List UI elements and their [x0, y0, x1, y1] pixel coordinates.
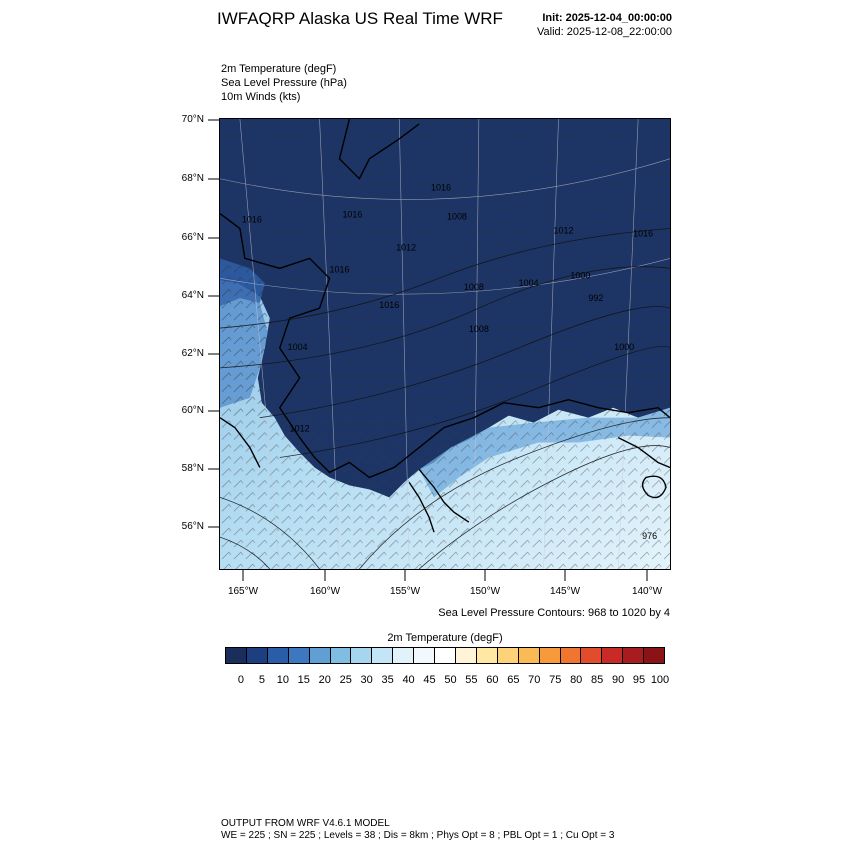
lat-label-56n: 56°N	[181, 521, 204, 532]
colorbar-swatch	[519, 648, 540, 663]
field-label-temperature: 2m Temperature (degF)	[221, 63, 337, 75]
lat-label-70n: 70°N	[181, 114, 204, 125]
colorbar-swatch	[351, 648, 372, 663]
colorbar-label: 55	[465, 674, 478, 686]
lon-label-145w: 145°W	[549, 586, 581, 597]
colorbar-swatch	[540, 648, 561, 663]
contour-label: 1004	[287, 341, 308, 352]
colorbar-label: 30	[360, 674, 373, 686]
colorbar-label: 35	[381, 674, 394, 686]
colorbar-swatch	[393, 648, 414, 663]
lat-label-66n: 66°N	[181, 232, 204, 243]
colorbar-swatch	[372, 648, 393, 663]
contour-label: 1016	[329, 264, 350, 275]
lat-label-68n: 68°N	[181, 173, 204, 184]
contour-label: 1000	[614, 341, 635, 352]
colorbar-swatch	[310, 648, 331, 663]
colorbar-label: 90	[611, 674, 625, 686]
colorbar-title: 2m Temperature (degF)	[387, 632, 503, 644]
colorbar-label: 15	[297, 674, 310, 686]
colorbar-swatch	[477, 648, 498, 663]
contour-label: 1016	[241, 214, 262, 225]
colorbar-label: 70	[528, 674, 541, 686]
lat-ticks	[206, 110, 220, 540]
field-label-pressure: Sea Level Pressure (hPa)	[221, 77, 347, 89]
colorbar-swatch	[561, 648, 582, 663]
colorbar-swatch	[247, 648, 268, 663]
colorbar-swatch	[623, 648, 644, 663]
contour-label: 1016	[379, 300, 400, 311]
colorbar-swatch	[414, 648, 435, 663]
colorbar-label: 5	[258, 674, 265, 686]
contour-label: 992	[588, 293, 604, 304]
colorbar-swatch	[289, 648, 310, 663]
colorbar-label: 60	[486, 674, 499, 686]
colorbar-swatch	[644, 648, 664, 663]
colorbar-label: 95	[632, 674, 646, 686]
colorbar-label: 75	[549, 674, 562, 686]
contour-label: 1004	[518, 278, 539, 289]
colorbar-label: 45	[423, 674, 436, 686]
contour-label: 976	[642, 531, 658, 542]
lat-label-60n: 60°N	[181, 405, 204, 416]
colorbar-swatch	[435, 648, 456, 663]
model-info: OUTPUT FROM WRF V4.6.1 MODEL	[221, 818, 390, 829]
colorbar-label: 0	[237, 674, 244, 686]
lat-label-58n: 58°N	[181, 463, 204, 474]
lat-label-62n: 62°N	[181, 348, 204, 359]
map-panel	[219, 118, 671, 570]
contour-label: 1000	[570, 270, 591, 281]
colorbar-label: 20	[318, 674, 331, 686]
colorbar-swatch	[331, 648, 352, 663]
colorbar-swatch	[268, 648, 289, 663]
model-config: WE = 225 ; SN = 225 ; Levels = 38 ; Dis = 8km ; Phys Opt = 8 ; PBL Opt = 1 ; Cu Opt = 3	[221, 830, 615, 841]
lon-label-140w: 140°W	[631, 586, 663, 597]
slp-contour-note: Sea Level Pressure Contours: 968 to 1020 by 4	[438, 607, 670, 619]
colorbar-label: 85	[591, 674, 604, 686]
lon-label-160w: 160°W	[309, 586, 341, 597]
colorbar-swatch	[226, 648, 247, 663]
contour-label: 1016	[342, 209, 363, 220]
colorbar-label: 100	[650, 674, 670, 686]
colorbar-label: 40	[402, 674, 415, 686]
lon-label-155w: 155°W	[389, 586, 421, 597]
colorbar-label: 25	[339, 674, 352, 686]
colorbar-swatch	[456, 648, 477, 663]
valid-time: Valid: 2025-12-08_22:00:00	[537, 26, 672, 38]
lon-ticks	[219, 569, 671, 583]
contour-label: 1016	[633, 228, 654, 239]
colorbar-swatch	[602, 648, 623, 663]
colorbar-label: 10	[276, 674, 289, 686]
colorbar-label: 50	[444, 674, 457, 686]
init-time: Init: 2025-12-04_00:00:00	[542, 12, 672, 24]
contour-label: 1012	[396, 242, 417, 253]
contour-label: 1008	[468, 324, 489, 335]
contour-label: 1008	[463, 282, 484, 293]
lon-label-150w: 150°W	[469, 586, 501, 597]
plot-title: IWFAQRP Alaska US Real Time WRF	[217, 9, 503, 28]
field-label-winds: 10m Winds (kts)	[221, 91, 301, 103]
colorbar-swatch	[581, 648, 602, 663]
colorbar-swatch	[498, 648, 519, 663]
colorbar	[225, 647, 665, 664]
lat-label-64n: 64°N	[181, 290, 204, 301]
contour-label: 1008	[446, 211, 467, 222]
contour-label: 1016	[431, 182, 451, 193]
contour-label: 1012	[553, 225, 574, 236]
colorbar-label: 80	[570, 674, 583, 686]
contour-label: 1012	[289, 423, 310, 434]
lon-label-165w: 165°W	[227, 586, 259, 597]
colorbar-label: 65	[507, 674, 520, 686]
